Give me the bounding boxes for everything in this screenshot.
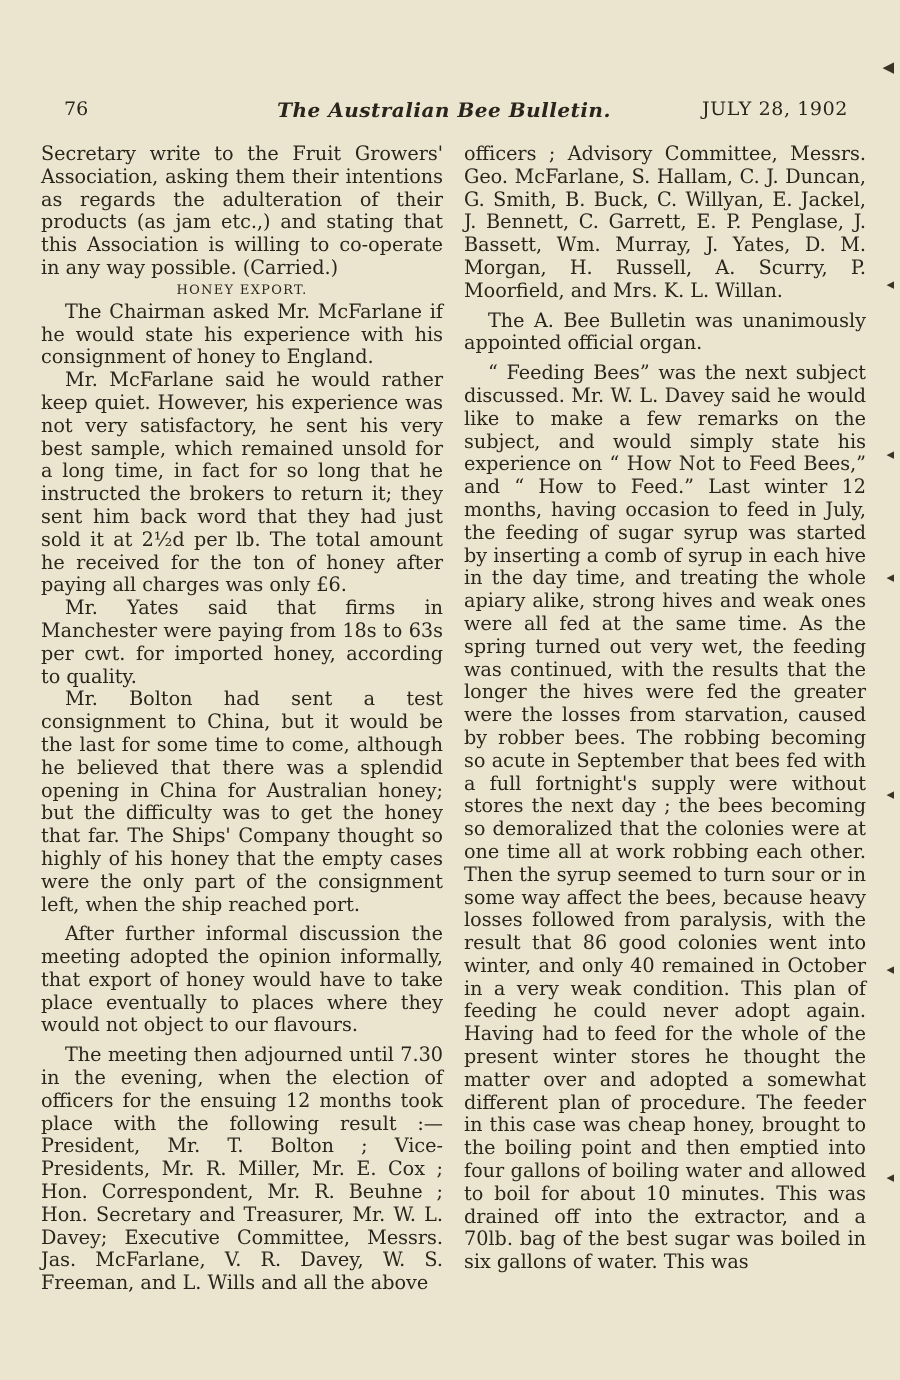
right-column [464, 143, 866, 1274]
journal-title: The Australian Bee Bulletin. [277, 98, 611, 122]
page-edge-marks [870, 0, 900, 1380]
running-header [40, 98, 848, 128]
paragraph: officers ; Advisory Committee, Messrs. Geo. McFarlane, S. Hallam, C. J. Duncan, G. Smith, B. Buck, C. Willyan, E. Jackel, J. Bennett, C. Garrett, E. P. Penglase, J. Bassett, Wm. Murray, J. Yates, D. M. Morgan, H. Russell, A. Scurry, P. Moorfield, and Mrs. K. L. Willan. [464, 142, 866, 302]
edge-mark-icon: ◂ [886, 960, 894, 978]
paragraph: The Chairman asked Mr. McFarlane if he would state his experience with his consignment of honey to England. [41, 299, 443, 369]
edge-mark-icon: ◂ [886, 1168, 894, 1186]
paragraph: “ Feeding Bees” was the next subject discussed. Mr. W. L. Davey said he would like to make a few remarks on the subject, and would simply state his experience on “ How Not to Feed Bees,” and “ How to Feed.” Last winter 12 months, having occasion to feed in July, the feeding of sugar syrup was started by inserting a comb of syrup in each hive in the day time, and treating the whole apiary alike, strong hives and weak ones were all fed at the same time. As the spring turned out very wet, the feeding was continued, with the results that the longer the hives were fed the greater were the losses from starvation, caused by robber bees. The robbing becoming so acute in September that bees fed with a full fortnight's supply were without stores the next day ; the bees becoming so demoralized that the colonies were at one time all at work robbing each other. Then the syrup seemed to turn sour or in some way affect the bees, because heavy losses followed from paralysis, with the result that 86 good colonies went into winter, and only 40 remained in October in a very weak condition. This plan of feeding he could never adopt again. Having had to feed for the whole of the present winter stores he thought the matter over and adopted a somewhat different plan of procedure. The feeder in this case was cheap honey, brought to the boiling point and then emptied into four gallons of boiling water and allowed to boil for about 10 minutes. This was drained off into the extractor, and a 70lb. bag of the best sugar was boiled in six gallons of water. This was [464, 361, 866, 1274]
paragraph: Mr. Yates said that firms in Manchester were paying from 18s to 63s per cwt. for imported honey, according to quality. [41, 596, 443, 688]
paragraph: After further informal discussion the meeting adopted the opinion informally, that export of honey would have to take place eventually to places where they would not object to our flavours. [41, 922, 443, 1037]
paragraph: The meeting then adjourned until 7.30 in the evening, when the election of officers for the ensuing 12 months took place with the following result :—President, Mr. T. Bolton ; Vice-Presidents, Mr. R. Miller, Mr. E. Cox ; Hon. Correspondent, Mr. R. Beuhne ; Hon. Secretary and Treasurer, Mr. W. L. Davey; Executive Committee, Messrs. Jas. McFarlane, V. R. Davey, W. S. Freeman, and L. Wills and all the above [41, 1043, 443, 1295]
paragraph: Secretary write to the Fruit Growers' Association, asking them their intentions as regards the adulteration of their products (as jam etc.,) and stating that this Association is willing to co-operate in any way possible. (Carried.) [41, 142, 443, 279]
page-number: 76 [64, 98, 89, 120]
issue-date: JULY 28, 1902 [701, 98, 848, 120]
edge-mark-icon: ◂ [886, 275, 894, 293]
paragraph: Mr. Bolton had sent a test consignment to China, but it would be the last for some time to come, although he believed that there was a splendid opening in China for Australian honey; but the difficulty was to get the honey that far. The Ships' Company thought so highly of his honey that the empty cases were the only part of the consignment left, when the ship reached port. [41, 687, 443, 916]
edge-mark-icon: ◂ [886, 785, 894, 803]
paragraph: Mr. McFarlane said he would rather keep quiet. However, his experience was not very satisfactory, he sent his very best sample, which remained unsold for a long time, in fact for so long that he instructed the brokers to return it; they sent him back word that they had just sold it at 2½d per lb. The total amount he received for the ton of honey after paying all charges was only £6. [41, 368, 443, 597]
paragraph: The A. Bee Bulletin was unanimously appointed official organ. [464, 308, 866, 355]
edge-mark-icon: ◂ [886, 445, 894, 463]
edge-mark-icon: ◀ [882, 58, 894, 76]
left-column [41, 143, 443, 1295]
section-heading: HONEY EXPORT. [176, 282, 308, 298]
edge-mark-icon: ◂ [886, 568, 894, 586]
